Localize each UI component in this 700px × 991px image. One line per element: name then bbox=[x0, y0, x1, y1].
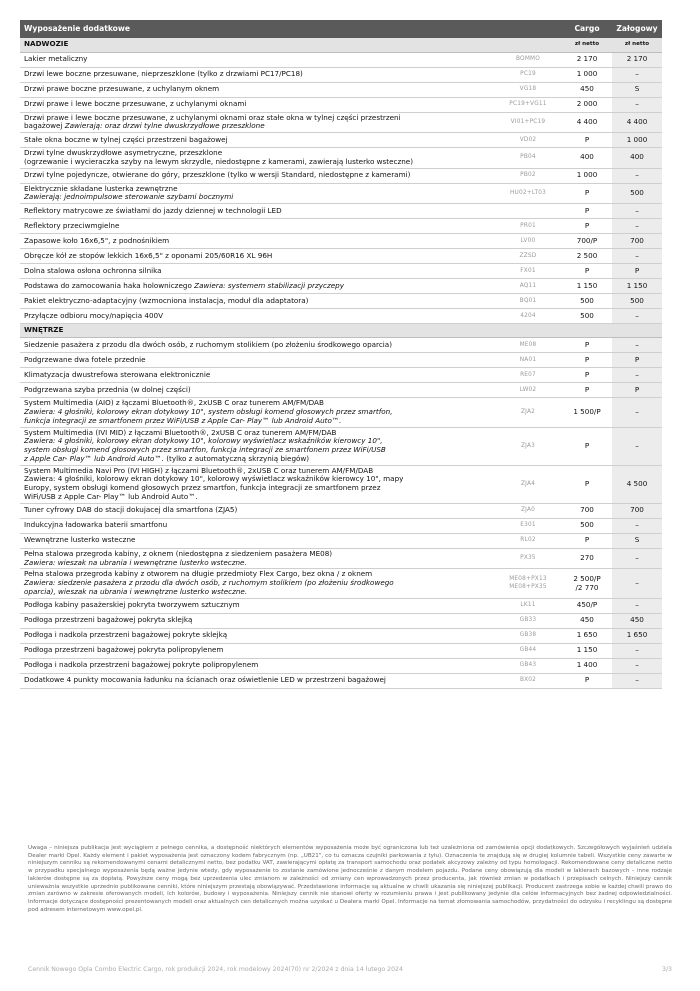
price-cargo: 450 bbox=[562, 82, 612, 97]
price-cargo: 500 bbox=[562, 294, 612, 309]
price-crew: – bbox=[612, 168, 662, 183]
option-code: PR01 bbox=[494, 219, 562, 234]
code-column-header bbox=[494, 20, 562, 38]
option-code: LW02 bbox=[494, 383, 562, 398]
price-cargo: P bbox=[562, 338, 612, 353]
table-row bbox=[20, 204, 662, 219]
price-crew: – bbox=[612, 658, 662, 673]
option-description: Podłoga przestrzeni bagażowej pokryta polipropylenem bbox=[20, 643, 494, 658]
option-description: Tuner cyfrowy DAB do stacji dokujacej dla smartfona (ZJA5) bbox=[20, 503, 494, 518]
option-note: funkcja integracji ze smartfonem przez WiFi/USB z Apple Car- Play™ lub Android Auto™. bbox=[24, 415, 342, 425]
price-cargo: 450 bbox=[562, 613, 612, 628]
option-note: Zawiera: siedzenie pasażera z przodu dla dwóch osób, z ruchomym stolikiem (po złożeniu środkowego bbox=[24, 578, 394, 588]
table-row bbox=[20, 338, 662, 353]
option-note: Zawiera: wieszak na ubrania i wewnętrzne lusterko wsteczne. bbox=[24, 557, 247, 567]
table-row bbox=[20, 264, 662, 279]
option-description: Siedzenie pasażera z przodu dla dwóch osób, z ruchomym stolikiem (po złożeniu środkowego oparcia) bbox=[20, 338, 494, 353]
price-crew: 400 bbox=[612, 148, 662, 169]
table-row bbox=[20, 628, 662, 643]
table-row bbox=[20, 249, 662, 264]
price-cargo: 400 bbox=[562, 148, 612, 169]
option-description bbox=[20, 148, 494, 169]
price-crew: – bbox=[612, 219, 662, 234]
table-row bbox=[20, 613, 662, 628]
option-description bbox=[20, 183, 494, 204]
option-description bbox=[20, 548, 494, 569]
option-code: PB02 bbox=[494, 168, 562, 183]
option-description: Podłoga i nadkola przestrzeni bagażowej pokryte sklejką bbox=[20, 628, 494, 643]
table-row bbox=[20, 309, 662, 324]
option-description: Dolna stalowa osłona ochronna silnika bbox=[20, 264, 494, 279]
price-cargo: P bbox=[562, 465, 612, 503]
description-line: (ogrzewanie i wycieraczka szyby na lewym skrzydle, niedostępne z kamerami, zawierają lusterko wsteczne) bbox=[24, 156, 414, 166]
description-line: System Multimedia (IVI MID) z łączami Bluetooth®, 2xUSB C oraz tunerem AM/FM/DAB bbox=[24, 427, 337, 437]
option-code: GB44 bbox=[494, 643, 562, 658]
option-description bbox=[20, 569, 494, 598]
price-crew: P bbox=[612, 353, 662, 368]
option-description bbox=[20, 427, 494, 465]
price-cargo: 2 500 bbox=[562, 249, 612, 264]
option-description: Drzwi prawe i lewe boczne przesuwane, z uchylanymi oknami bbox=[20, 97, 494, 112]
table-row bbox=[20, 533, 662, 548]
option-description: Reflektory matrycowe ze światłami do jazdy dziennej w technologii LED bbox=[20, 204, 494, 219]
option-description: Dodatkowe 4 punkty mocowania ładunku na ścianach oraz oświetlenie LED w przestrzeni bagażowej bbox=[20, 673, 494, 688]
price-cargo: 2 000 bbox=[562, 97, 612, 112]
disclaimer-footnote: Uwaga – niniejsza publikacja jest wyciągiem z pełnego cennika, a dostępność niektórych elementów wyposażenia może być ograniczona lub też uzależniona od zamówienia opcji dodatkowych. Szczegółowych wyjaśnień udziela Dealer marki Opel. Każdy element i pakiet wyposażenia jest oznaczony kodem fabrycznym (np. „UB21", co tu oznacza czujniki parkowania z tyłu). Oznaczenia te znajdują się w drugiej kolumnie tabeli. Wszystkie ceny zawarte w niniejszym cenniku są rekomendowanymi cenami detalicznymi netto, bez podatku VAT, zawierającymi opłatę za transport samochodu oraz podatek akcyzowy zależny od typu homologacji. Rekomendowane ceny detaliczne netto w przypadku specjalnego wyposażenia będą ważne jedynie wtedy, gdy wyposażenie to zostanie zamówione jednocześnie z danym modelem pojazdu. Podane ceny obowiązują dla modeli w lakierach bazowych – inne rodzaje lakierów dostępne są za dopłatą. Powyższe ceny mogą bez uprzedzenia ulec zmianom w zależności od zmiany cen wprowadzonych przez producenta, jak również zmian w podatkach i przepisach celnych. Niniejszy cennik unieważnia wszystkie uprzednio publikowane cenniki, które niniejszym przestają obowiązywać. Przedstawione informacje są aktualne w chwili ukazania się niniejszej publikacji. Producent zastrzega sobie w każdej chwili prawo do zmian zarówno w zakresie oferowanych modeli, ich kolorów, budowy i wyposażenia. Niniejszy cennik nie stanowi oferty w rozumieniu prawa i jest publikowany jedynie dla celów informacyjnych bez żadnej odpowiedzialności. Informacje dotyczące dostępności prezentowanych modeli oraz aktualnych cen detalicznych można uzyskać u Dealera marki Opel. Informacje na temat złomowania samochodów, przydatności do odzysku i recyklingu są dostępne pod adresem internetowym www.opel.pl. bbox=[28, 845, 672, 913]
option-note: z Apple Car- Play™ lub Android Auto™. bbox=[24, 453, 164, 463]
option-description: Wewnętrzne lusterko wsteczne bbox=[20, 533, 494, 548]
price-line: /2 770 bbox=[575, 582, 599, 592]
option-note: oparcia), wieszak na ubrania i wewnętrzne lusterko wsteczne. bbox=[24, 586, 248, 596]
price-crew: – bbox=[612, 673, 662, 688]
description-line: WiFi/USB z Apple Car- Play™ lub Android Auto™. bbox=[24, 492, 198, 501]
unit-label: zł netto bbox=[612, 38, 662, 52]
option-code: VD02 bbox=[494, 133, 562, 148]
option-description bbox=[20, 112, 494, 133]
option-code: RE07 bbox=[494, 368, 562, 383]
table-row bbox=[20, 133, 662, 148]
table-row bbox=[20, 569, 662, 598]
table-row bbox=[20, 294, 662, 309]
option-code: PB04 bbox=[494, 148, 562, 169]
section-title: NADWOZIE bbox=[20, 38, 494, 52]
table-row bbox=[20, 643, 662, 658]
price-cargo: 1 500/P bbox=[562, 398, 612, 427]
price-cargo: 500 bbox=[562, 309, 612, 324]
table-row bbox=[20, 219, 662, 234]
price-crew: 1 650 bbox=[612, 628, 662, 643]
equipment-price-table bbox=[20, 20, 662, 689]
price-crew: 500 bbox=[612, 183, 662, 204]
table-row bbox=[20, 353, 662, 368]
option-code: AQ11 bbox=[494, 279, 562, 294]
price-crew: – bbox=[612, 309, 662, 324]
table-row bbox=[20, 398, 662, 427]
description-line: System Multimedia (AIO) z łączami Bluetooth®, 2xUSB C oraz tunerem AM/FM/DAB bbox=[24, 398, 324, 408]
footer-text: Cennik Nowego Opla Combo Electric Cargo, rok produkcji 2024, rok modelowy 2024(70) nr 2/2024 z dnia 14 lutego 2024 bbox=[28, 966, 403, 973]
price-cargo: P bbox=[562, 353, 612, 368]
section-title: WNĘTRZE bbox=[20, 324, 494, 338]
option-note: Zawiera: systemem stabilizacji przyczepy bbox=[194, 280, 344, 290]
price-crew: S bbox=[612, 82, 662, 97]
option-description: Indukcyjna ładowarka baterii smartfonu bbox=[20, 518, 494, 533]
table-row bbox=[20, 518, 662, 533]
price-crew: – bbox=[612, 249, 662, 264]
option-code: BQ01 bbox=[494, 294, 562, 309]
table-row bbox=[20, 503, 662, 518]
price-cargo: 4 400 bbox=[562, 112, 612, 133]
description-line: Podstawa do zamocowania haka holowniczego bbox=[24, 280, 192, 290]
option-note: Zawierają: oraz drzwi tylne dwuskrzydłowe przeszklone bbox=[64, 121, 265, 131]
option-code: GB43 bbox=[494, 658, 562, 673]
price-cargo: P bbox=[562, 264, 612, 279]
option-description: Podłoga przestrzeni bagażowej pokryta sklejką bbox=[20, 613, 494, 628]
option-note: Zawierają: jednoimpulsowe sterowanie szybami bocznymi bbox=[24, 192, 234, 202]
price-crew: – bbox=[612, 368, 662, 383]
table-row bbox=[20, 168, 662, 183]
description-line: Drzwi tylne dwuskrzydłowe asymetryczne, przeszklone bbox=[24, 148, 223, 158]
option-code: GB38 bbox=[494, 628, 562, 643]
option-code: ZJA3 bbox=[494, 427, 562, 465]
option-code: ZJA4 bbox=[494, 465, 562, 503]
price-cargo: 1 150 bbox=[562, 643, 612, 658]
price-cargo: 2 170 bbox=[562, 52, 612, 67]
price-cargo: 500 bbox=[562, 518, 612, 533]
price-crew: 1 150 bbox=[612, 279, 662, 294]
table-row bbox=[20, 148, 662, 169]
table-row bbox=[20, 52, 662, 67]
description-line: Europy, system obsługi komend głosowych przez smartfon, funkcja integracji ze smartfonem przez bbox=[24, 483, 381, 493]
option-description: Drzwi lewe boczne przesuwane, nieprzeszklone (tylko z drzwiami PC17/PC18) bbox=[20, 67, 494, 82]
cargo-column-header: Cargo bbox=[562, 20, 612, 38]
option-code: PC19 bbox=[494, 67, 562, 82]
section-exterior bbox=[20, 38, 662, 52]
price-cargo: P bbox=[562, 427, 612, 465]
option-description: Pakiet elektryczno-adaptacyjny (wzmocniona instalacja, moduł dla adaptatora) bbox=[20, 294, 494, 309]
section-interior bbox=[20, 324, 662, 338]
option-description: Klimatyzacja dwustrefowa sterowana elektronicznie bbox=[20, 368, 494, 383]
price-cargo: P bbox=[562, 183, 612, 204]
price-crew: – bbox=[612, 338, 662, 353]
price-cargo: 1 400 bbox=[562, 658, 612, 673]
option-description: Podgrzewane dwa fotele przednie bbox=[20, 353, 494, 368]
price-cargo: P bbox=[562, 368, 612, 383]
option-code: ZZSD bbox=[494, 249, 562, 264]
price-crew: – bbox=[612, 67, 662, 82]
option-code: ZJA2 bbox=[494, 398, 562, 427]
price-cargo: P bbox=[562, 533, 612, 548]
price-cargo: P bbox=[562, 219, 612, 234]
option-code: NA01 bbox=[494, 353, 562, 368]
option-note: Zawiera: 4 głośniki, kolorowy ekran dotykowy 10", kolorowy wyświetlacz wskaźników kierowcy 10", bbox=[24, 436, 383, 446]
option-description bbox=[20, 398, 494, 427]
description-line: (tylko z automatyczną skrzynią biegów) bbox=[163, 453, 310, 463]
table-header bbox=[20, 20, 662, 38]
price-cargo bbox=[562, 569, 612, 598]
price-crew: 450 bbox=[612, 613, 662, 628]
unit-label: zł netto bbox=[562, 38, 612, 52]
option-code bbox=[494, 204, 562, 219]
price-cargo: 270 bbox=[562, 548, 612, 569]
option-code: VI01+PC19 bbox=[494, 112, 562, 133]
option-description: Drzwi prawe boczne przesuwane, z uchylanym oknem bbox=[20, 82, 494, 97]
option-code: BX02 bbox=[494, 673, 562, 688]
table-row bbox=[20, 548, 662, 569]
option-description: Podłoga kabiny pasażerskiej pokryta tworzywem sztucznym bbox=[20, 598, 494, 613]
table-row bbox=[20, 67, 662, 82]
option-description bbox=[20, 279, 494, 294]
price-crew: 700 bbox=[612, 234, 662, 249]
price-line: 2 500/P bbox=[573, 573, 601, 583]
table-row bbox=[20, 183, 662, 204]
table-row bbox=[20, 427, 662, 465]
option-code: 4204 bbox=[494, 309, 562, 324]
price-crew: 700 bbox=[612, 503, 662, 518]
price-cargo: 1 150 bbox=[562, 279, 612, 294]
page-footer bbox=[28, 966, 672, 973]
description-line: bagażowej bbox=[24, 121, 63, 131]
price-crew: 2 170 bbox=[612, 52, 662, 67]
table-row bbox=[20, 368, 662, 383]
price-cargo: 1 000 bbox=[562, 67, 612, 82]
price-cargo: P bbox=[562, 673, 612, 688]
option-description: Lakier metaliczny bbox=[20, 52, 494, 67]
price-cargo: 450/P bbox=[562, 598, 612, 613]
option-description: Podgrzewana szyba przednia (w dolnej części) bbox=[20, 383, 494, 398]
option-code: E301 bbox=[494, 518, 562, 533]
price-crew: – bbox=[612, 569, 662, 598]
option-description: Podłoga i nadkola przestrzeni bagażowej pokryte polipropylenem bbox=[20, 658, 494, 673]
price-crew: – bbox=[612, 398, 662, 427]
table-row bbox=[20, 97, 662, 112]
table-title: Wyposażenie dodatkowe bbox=[20, 20, 494, 38]
price-cargo: 700/P bbox=[562, 234, 612, 249]
table-row bbox=[20, 598, 662, 613]
option-code: FX01 bbox=[494, 264, 562, 279]
price-crew: – bbox=[612, 518, 662, 533]
price-cargo: 700 bbox=[562, 503, 612, 518]
option-code: PC19+VG11 bbox=[494, 97, 562, 112]
description-line: System Multimedia Navi Pro (IVI HIGH) z łączami Bluetooth®, 2xUSB C oraz tunerem AM/FM/DAB bbox=[24, 465, 374, 475]
option-description: Drzwi tylne pojedyncze, otwierane do góry, przeszklone (tylko w wersji Standard, niedostępne z kamerami) bbox=[20, 168, 494, 183]
price-crew: 4 400 bbox=[612, 112, 662, 133]
price-crew: – bbox=[612, 97, 662, 112]
option-description: Obręcze kół ze stopów lekkich 16x6,5" z oponami 205/60R16 XL 96H bbox=[20, 249, 494, 264]
price-crew: – bbox=[612, 643, 662, 658]
price-crew: – bbox=[612, 427, 662, 465]
price-crew: 1 000 bbox=[612, 133, 662, 148]
option-description: Stałe okna boczne w tylnej części przestrzeni bagażowej bbox=[20, 133, 494, 148]
price-crew: – bbox=[612, 548, 662, 569]
price-crew: S bbox=[612, 533, 662, 548]
description-line: Pełna stalowa przegroda kabiny, z oknem (niedostępna z siedzeniem pasażera ME08) bbox=[24, 548, 333, 558]
option-description bbox=[20, 465, 494, 503]
option-code: GB33 bbox=[494, 613, 562, 628]
option-code: LK11 bbox=[494, 598, 562, 613]
price-crew: P bbox=[612, 264, 662, 279]
description-line: Drzwi prawe i lewe boczne przesuwane, z uchylanymi oknami oraz stałe okna w tylnej części przestrzeni bbox=[24, 112, 401, 122]
table-row bbox=[20, 465, 662, 503]
option-code-line: ME08+PX13 bbox=[509, 576, 547, 583]
option-code: BOMMO bbox=[494, 52, 562, 67]
option-code: ME08 bbox=[494, 338, 562, 353]
option-code bbox=[494, 569, 562, 598]
price-crew: 4 500 bbox=[612, 465, 662, 503]
option-note: Zawiera: 4 głośniki, kolorowy ekran dotykowy 10", system obsługi komend głosowych przez smartfon, bbox=[24, 406, 393, 416]
option-code-line: ME08+PX35 bbox=[509, 583, 547, 590]
option-code: ZJA0 bbox=[494, 503, 562, 518]
page-number: 3/3 bbox=[662, 966, 672, 973]
option-note: system obsługi komend głosowych przez smartfon, funkcja integracji ze smartfonem przez WiFi/USB bbox=[24, 445, 386, 455]
option-description: Przyłącze odbioru mocy/napięcia 400V bbox=[20, 309, 494, 324]
option-code: PX35 bbox=[494, 548, 562, 569]
option-description: Reflektory przeciwmgielne bbox=[20, 219, 494, 234]
price-crew: 500 bbox=[612, 294, 662, 309]
table-row bbox=[20, 234, 662, 249]
table-row bbox=[20, 279, 662, 294]
table-row bbox=[20, 112, 662, 133]
price-cargo: P bbox=[562, 383, 612, 398]
price-cargo: P bbox=[562, 204, 612, 219]
table-row bbox=[20, 383, 662, 398]
description-line: Elektrycznie składane lusterka zewnętrzne bbox=[24, 183, 178, 193]
price-cargo: 1 000 bbox=[562, 168, 612, 183]
option-code: HU02+LT03 bbox=[494, 183, 562, 204]
price-crew: P bbox=[612, 383, 662, 398]
table-row bbox=[20, 82, 662, 97]
option-description: Zapasowe koło 16x6,5", z podnośnikiem bbox=[20, 234, 494, 249]
price-crew: – bbox=[612, 598, 662, 613]
description-line: Pełna stalowa przegroda kabiny z otworem na długie przedmioty Flex Cargo, bez okna / z oknem bbox=[24, 569, 373, 579]
table-row bbox=[20, 658, 662, 673]
option-code: LV00 bbox=[494, 234, 562, 249]
option-code: VG18 bbox=[494, 82, 562, 97]
price-cargo: 1 650 bbox=[562, 628, 612, 643]
table-row bbox=[20, 673, 662, 688]
price-crew: – bbox=[612, 204, 662, 219]
crew-column-header: Załogowy bbox=[612, 20, 662, 38]
option-code: RL02 bbox=[494, 533, 562, 548]
price-cargo: P bbox=[562, 133, 612, 148]
description-line: Zawiera: 4 głośniki, kolorowy ekran dotykowy 10", kolorowy wyświetlacz wskaźników kierowcy 10", mapy bbox=[24, 474, 404, 484]
